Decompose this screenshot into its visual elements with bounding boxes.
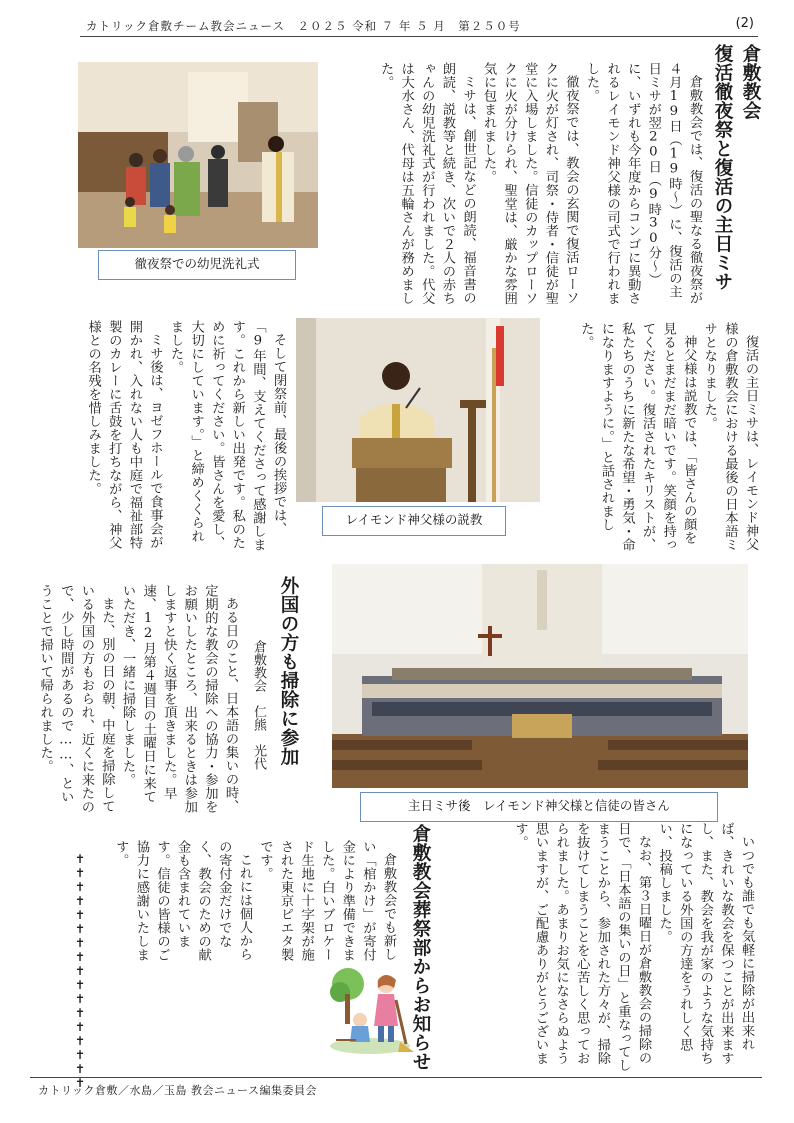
header-rule bbox=[80, 36, 758, 37]
easter-heading-line2: 復活徹夜祭と復活の主日ミサ bbox=[712, 44, 733, 291]
cleaning-paragraph-4: なお、第３日曜日が倉敷教会の掃除の日で、「日本語の集いの日」と重なってしまうことから、参加された方々が、掃除を抜けてしまうことを心苦しく思っておられました。あまりお気になさらぬよう思いますが、ご配慮ありがとうございます。 bbox=[512, 822, 652, 1072]
group-photo bbox=[332, 564, 748, 788]
cleaning-paragraph-2: また、別の日の朝、中庭を掃除している外国の方もおられ、近くに来たので、少し時間があるので……、ということで掃いて帰られました。 bbox=[37, 584, 115, 814]
funeral-article-body bbox=[92, 840, 398, 972]
group-photo-image bbox=[332, 564, 748, 788]
easter-article-body-mid bbox=[548, 322, 760, 554]
sermon-photo bbox=[296, 318, 540, 502]
easter-paragraph-2: 徹夜祭では、教会の玄関で復活ローソクに火が灯され、司祭・侍者・信徒が聖堂に入場しました。信徒のカップローソクに火が分けられ、聖堂は、厳かな雰囲気に包まれました。 bbox=[481, 62, 579, 305]
group-photo-caption: 主日ミサ後 レイモンド神父様と信徒の皆さん bbox=[360, 792, 718, 822]
easter-article-body-left bbox=[52, 320, 288, 556]
funeral-paragraph-2: これには個人からの寄付金だけでなく、教会のための献金も含まれています。信徒の皆様のご協力に感謝いたします。 bbox=[113, 840, 252, 962]
newsletter-footer: カトリック倉敷／水島／玉島 教会ニュース編集委員会 bbox=[38, 1084, 318, 1097]
easter-paragraph-7: ミサ後は、ヨゼフホールで食事会が開かれ、入れない人も中庭で福祉部特製のカレーに舌鼓を打ちながら、神父様との名残を惜しみました。 bbox=[85, 320, 163, 550]
cleaning-article-heading: 外国の方も掃除に参加 bbox=[278, 576, 299, 766]
easter-article-body-top bbox=[332, 62, 704, 306]
easter-paragraph-5: 神父様は説教では、「皆さんの顔を見るとまだまだ暗いです。笑顔を持ってください。復活されたキリストが、私たちのうちに新たな希望・勇気・命になりますように。」と話されました。 bbox=[578, 322, 697, 552]
cleaning-article-byline: 倉敷教会 仁熊 光代 bbox=[251, 640, 266, 770]
easter-paragraph-1: 倉敷教会では、復活の聖なる徹夜祭が４月19日（19時～）に、復活の主日ミサが翌20日（9時30分～）に、いずれも今年度からコンゴに異動されるレイモンド神父様の司式で行われました。 bbox=[584, 62, 702, 305]
cleaning-paragraph-1: ある日のこと、日本語の集いの時、定期的な教会の掃除への協力・参加をお願いしたところ、出来るときは参加しますと快く返事を頂きました。早速、12月第４週目の土曜日に来ていただき、一緒に掃除しました。 bbox=[120, 584, 238, 814]
page-number: (2) bbox=[735, 16, 754, 31]
newsletter-title: カトリック倉敷チーム教会ニュース ２０２５ 令和 ７ 年 ５ 月 第２５０号 bbox=[86, 19, 521, 33]
footer-rule bbox=[30, 1077, 762, 1078]
sermon-photo-image bbox=[296, 318, 540, 502]
cleaning-illustration-image bbox=[326, 960, 414, 1060]
cleaning-article-body-right bbox=[440, 822, 756, 1072]
funeral-article-heading: 倉敷教会葬祭部からお知らせ bbox=[410, 824, 431, 1071]
easter-heading-line1: 倉敷教会 bbox=[740, 44, 761, 120]
sermon-photo-caption: レイモンド神父様の説教 bbox=[322, 506, 506, 536]
cleaning-paragraph-3: いつでも誰でも気軽に掃除が出来れば、きれいな教会を保つことが出来ますし、また、教会を我が家のような気持ちになっている外国の方達をうれしく思い、投稿しました。 bbox=[656, 822, 754, 1065]
cleaning-article-body-left bbox=[37, 584, 240, 814]
easter-paragraph-4: 復活の主日ミサは、レイモンド神父様の倉敷教会における最後の日本語ミサとなりました。 bbox=[701, 322, 758, 552]
baptism-photo-image bbox=[78, 62, 318, 248]
baptism-photo-caption: 徹夜祭での幼児洗礼式 bbox=[98, 250, 296, 280]
cross-decoration: ✝✝✝✝✝✝✝✝✝✝✝✝✝✝✝✝✝ bbox=[73, 852, 87, 1090]
funeral-paragraph-1: 倉敷教会でも新しい「棺かけ」が寄付金により準備できました。白いブロケード生地に十字架が施された東京ピエタ製です。 bbox=[257, 840, 396, 962]
easter-paragraph-6: そして閉祭前、最後の挨拶では、「9年間、支えてくださって感謝します。これから新しい出発です。私のために祈ってください。皆さんを愛し、大切にしています。」と締めくくられました。 bbox=[168, 320, 286, 552]
cleaning-illustration bbox=[326, 960, 414, 1060]
newsletter-header bbox=[80, 16, 760, 38]
easter-paragraph-3: ミサは、創世記などの朗読、福音書の朗読、説教等と続き、次いで２人の赤ちゃんの幼児洗礼式が行われました。代父は大水さん、代母は五輪さんが務めました。 bbox=[378, 62, 476, 305]
baptism-photo bbox=[78, 62, 318, 248]
easter-article-heading bbox=[708, 44, 764, 306]
